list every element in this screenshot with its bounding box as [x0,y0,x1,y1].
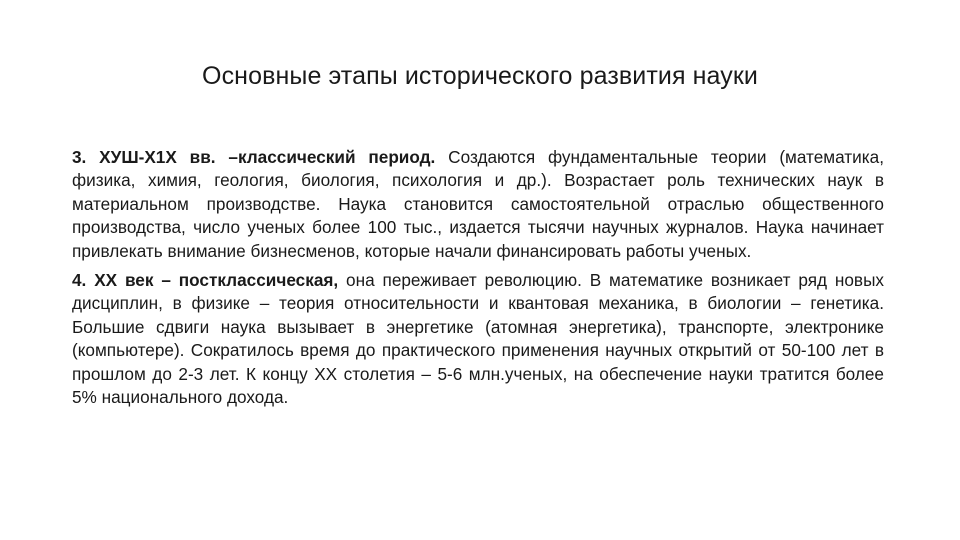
paragraph-classical-period [72,146,884,263]
slide-body [72,146,884,415]
paragraph-text: Создаются фундаментальные теории (математика, физика, химия, геология, биология, психология и др.). Возрастает роль технических наук в материальном производстве. Наука становится самостоятельной отраслью общественного производства, число ученых более 100 тыс., издается тысячи научных журналов. Наука начинает привлекать внимание бизнесменов, которые начали финансировать работы ученых. [72,147,884,261]
paragraph-lead: 4. ХХ век – постклассическая, [72,270,339,291]
slide-title: Основные этапы исторического развития науки [202,62,758,90]
paragraph-postclassical-period [72,269,884,409]
paragraph-text: она переживает революцию. В математике возникает ряд новых дисциплин, в физике – теория относительности и квантовая механика, в биологии – генетика. Большие сдвиги наука вызывает в энергетике (атомная энергетика), транспорте, электронике (компьютере). Сократилось время до практического применения научных открытий от 50-100 лет в прошлом до 2-3 лет. К концу ХХ столетия – 5-6 млн.ученых, на обеспечение науки тратится более 5% национального дохода. [72,270,885,408]
paragraph-lead: 3. ХУШ-Х1Х вв. –классический период. [72,147,436,167]
